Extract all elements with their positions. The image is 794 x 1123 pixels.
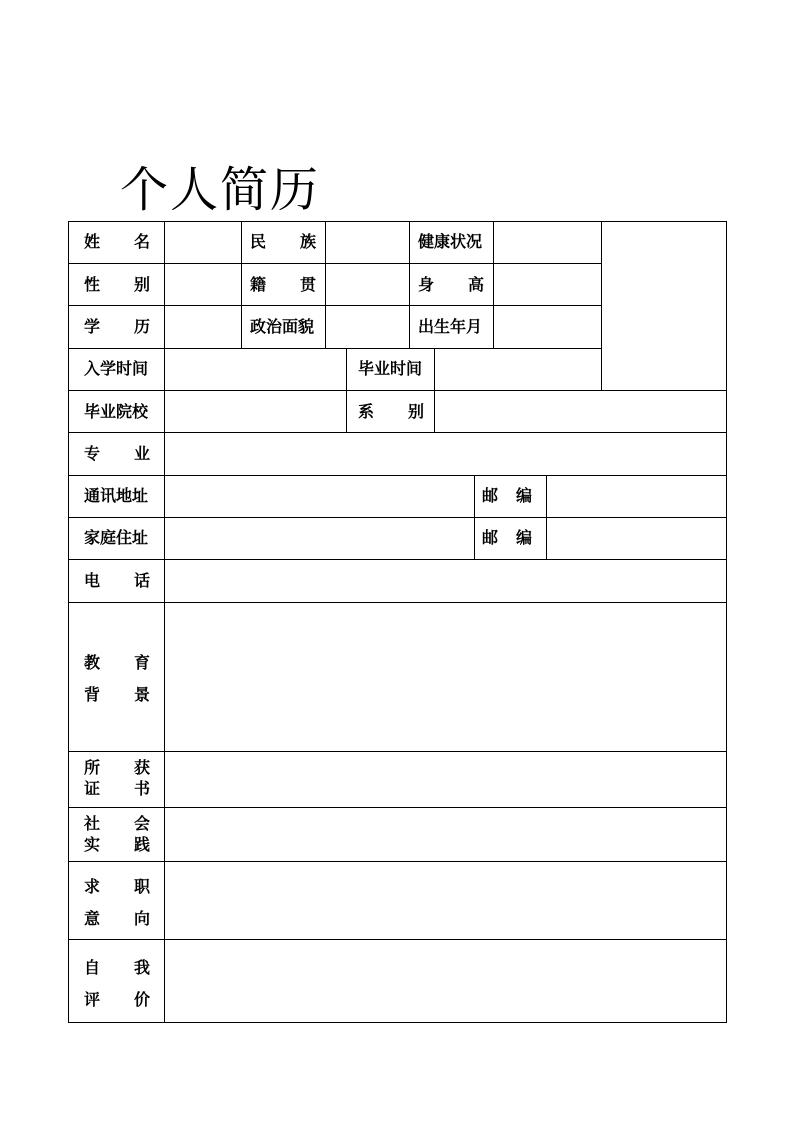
label-graduate: 毕业时间: [358, 359, 423, 378]
label-self-2-text: 评: [84, 990, 101, 1009]
label-cert-1: [84, 759, 150, 777]
gender-field[interactable]: [165, 264, 241, 305]
label-intent-2-text: 意: [84, 909, 101, 928]
label-phone: [84, 572, 150, 590]
postcode-field-2[interactable]: [547, 518, 726, 559]
label-edu-bg-1-text-second-char: 育: [133, 653, 150, 672]
label-self-2-text-second-char: 价: [133, 990, 150, 1009]
label-edu-bg-1-text: 教: [84, 653, 101, 672]
label-gender: [84, 276, 150, 294]
label-cert-1-text: 所: [84, 758, 101, 777]
name-field[interactable]: [165, 222, 241, 263]
label-name-text: 姓: [84, 232, 101, 251]
label-origin-text-second-char: 贯: [299, 275, 316, 294]
school-field[interactable]: [165, 391, 346, 432]
label-postcode-2-text: 邮: [482, 528, 499, 547]
label-name-text-second-char: 名: [133, 232, 150, 251]
label-cert-2-text-second-char: 书: [133, 779, 150, 798]
label-department-text-second-char: 别: [407, 402, 424, 421]
label-cert-2: [84, 780, 150, 798]
label-birth: 出生年月: [418, 317, 483, 336]
address-field[interactable]: [165, 476, 474, 517]
label-intent-2: [84, 910, 150, 928]
label-ethnicity-text: 民: [250, 232, 267, 251]
resume-form: [68, 221, 727, 1023]
label-political: 政治面貌: [250, 317, 315, 336]
label-name: [84, 233, 150, 251]
label-practice-1-text-second-char: 会: [133, 814, 150, 833]
certificates-field[interactable]: [165, 752, 726, 807]
birth-field[interactable]: [494, 306, 601, 348]
phone-field[interactable]: [165, 560, 726, 602]
label-postcode-1-text: 邮: [482, 486, 499, 505]
label-intent-1-text-second-char: 职: [133, 877, 150, 896]
label-practice-2-text: 实: [84, 835, 101, 854]
political-field[interactable]: [326, 306, 409, 348]
label-postcode-1-text-second-char: 编: [515, 486, 532, 505]
label-major-text-second-char: 业: [133, 444, 150, 463]
label-cert-1-text-second-char: 获: [133, 758, 150, 777]
label-self-1-text: 自: [84, 958, 101, 977]
label-phone-text: 电: [84, 571, 101, 590]
label-department: [358, 403, 424, 421]
self-evaluation-field[interactable]: [165, 940, 726, 1022]
label-phone-text-second-char: 话: [133, 571, 150, 590]
label-education-text: 学: [84, 317, 101, 336]
label-intent-1: [84, 878, 150, 896]
label-gender-text-second-char: 别: [133, 275, 150, 294]
label-gender-text: 性: [84, 275, 101, 294]
label-postcode-1: [482, 487, 532, 505]
label-self-2: [84, 991, 150, 1009]
job-intention-field[interactable]: [165, 862, 726, 939]
postcode-field-1[interactable]: [547, 476, 726, 517]
photo-area[interactable]: [602, 222, 726, 390]
label-major: [84, 445, 150, 463]
label-enroll: 入学时间: [84, 359, 149, 378]
graduate-field[interactable]: [435, 349, 601, 390]
home-field[interactable]: [165, 518, 474, 559]
label-origin: [250, 276, 316, 294]
department-field[interactable]: [435, 391, 726, 432]
label-ethnicity: [250, 233, 316, 251]
label-department-text: 系: [358, 402, 375, 421]
label-height: [418, 276, 484, 294]
ethnicity-field[interactable]: [326, 222, 409, 263]
label-cert-2-text: 证: [84, 779, 101, 798]
label-education: [84, 318, 150, 336]
page-title: 个人简历: [120, 162, 321, 218]
label-ethnicity-text-second-char: 族: [299, 232, 316, 251]
label-practice-1-text: 社: [84, 814, 101, 833]
label-school: 毕业院校: [84, 402, 149, 421]
label-practice-1: [84, 815, 150, 833]
label-intent-2-text-second-char: 向: [133, 909, 150, 928]
label-health: 健康状况: [418, 232, 483, 251]
label-edu-bg-2-text: 背: [84, 685, 101, 704]
label-practice-2-text-second-char: 践: [133, 835, 150, 854]
label-address: 通讯地址: [84, 486, 149, 505]
label-edu-bg-1: [84, 654, 150, 672]
label-major-text: 专: [84, 444, 101, 463]
education-background-field[interactable]: [165, 603, 726, 751]
social-practice-field[interactable]: [165, 808, 726, 861]
label-education-text-second-char: 历: [133, 317, 150, 336]
label-edu-bg-2-text-second-char: 景: [133, 685, 150, 704]
health-field[interactable]: [494, 222, 601, 263]
label-intent-1-text: 求: [84, 877, 101, 896]
origin-field[interactable]: [326, 264, 409, 305]
label-height-text: 身: [418, 275, 435, 294]
label-practice-2: [84, 836, 150, 854]
enroll-field[interactable]: [165, 349, 346, 390]
label-height-text-second-char: 高: [467, 275, 484, 294]
label-home: 家庭住址: [84, 528, 149, 547]
height-field[interactable]: [494, 264, 601, 305]
label-postcode-2-text-second-char: 编: [515, 528, 532, 547]
education-field[interactable]: [165, 306, 241, 348]
label-origin-text: 籍: [250, 275, 267, 294]
label-self-1-text-second-char: 我: [133, 958, 150, 977]
label-self-1: [84, 959, 150, 977]
label-postcode-2: [482, 529, 532, 547]
major-field[interactable]: [165, 433, 726, 475]
label-edu-bg-2: [84, 686, 150, 704]
